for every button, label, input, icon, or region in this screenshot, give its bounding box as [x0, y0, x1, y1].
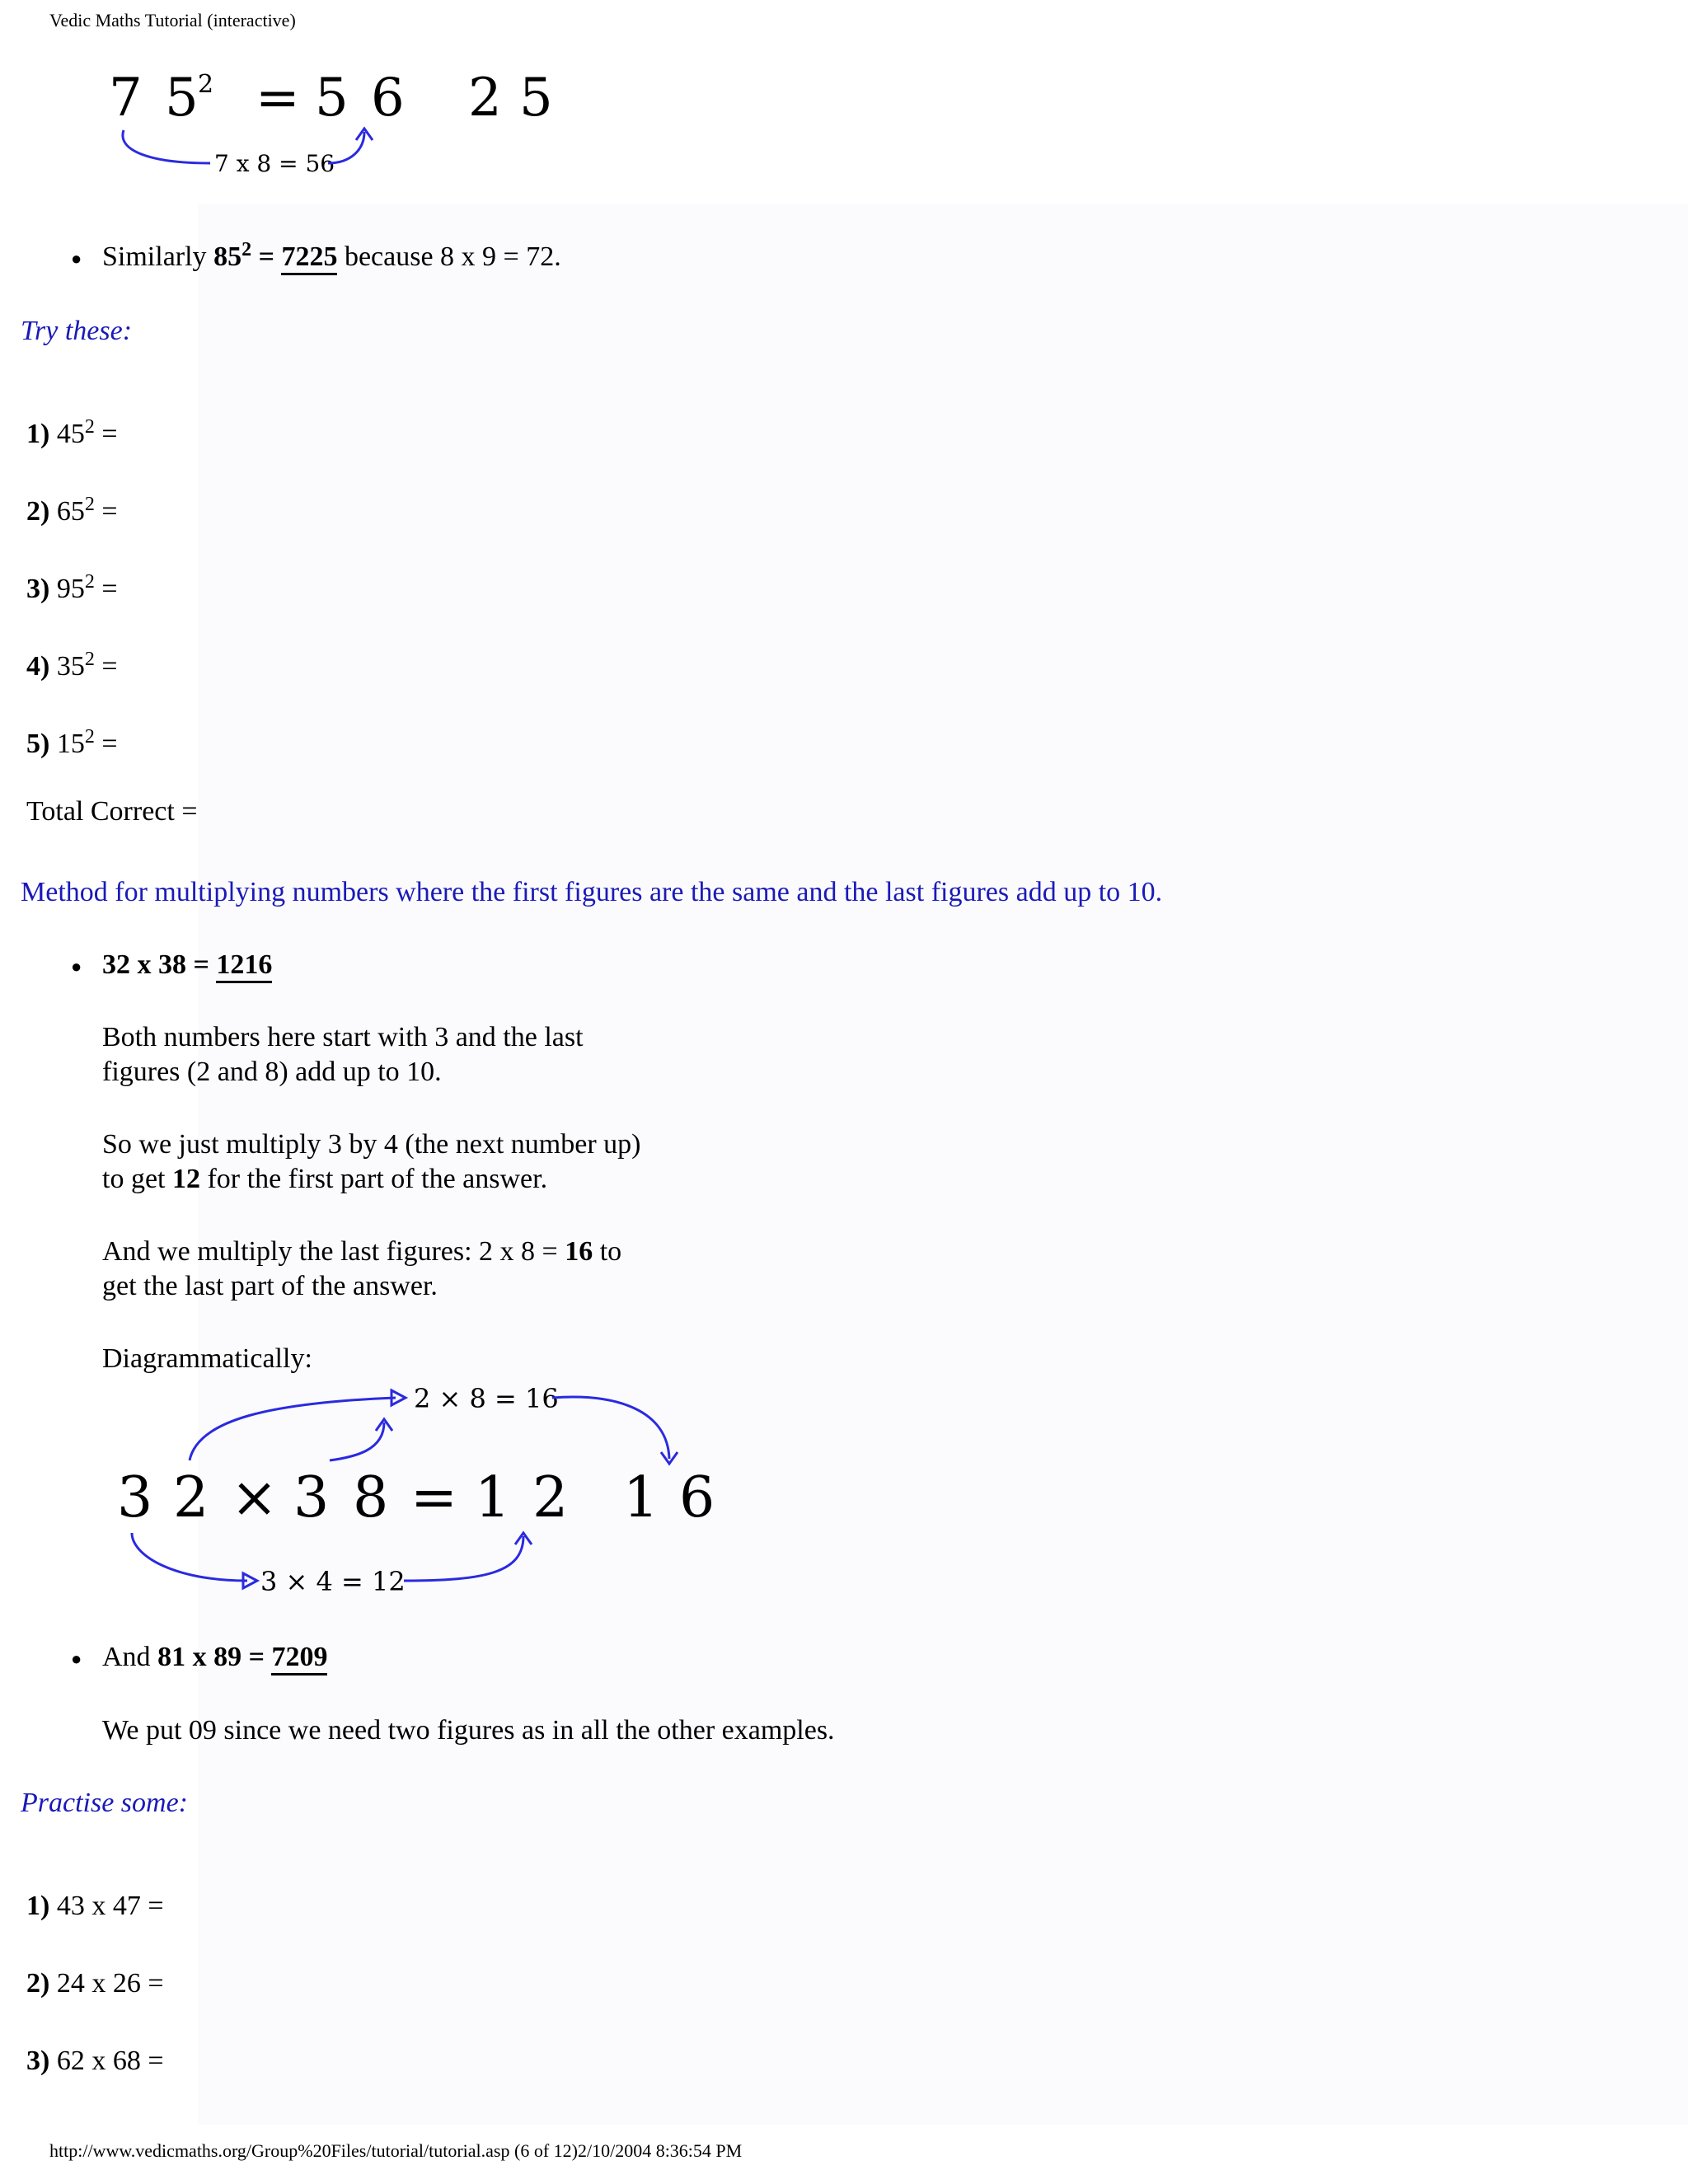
- diagram-digit: 1: [475, 1465, 511, 1530]
- explanation-paragraph: So we just multiply 3 by 4 (the next number up) to get 12 for the first part of the answer.: [102, 1129, 641, 1194]
- question-item: 2) $65^2$ =: [26, 494, 118, 527]
- similar-example: ● Similarly $85^2 = 7225$ because 8 x 9 = 72.: [102, 240, 561, 274]
- page-footer-url: http://www.vedicmaths.org/Group%20Files/tutorial/tutorial.asp (6 of 12)2/10/2004 8:36:54 PM: [49, 2140, 743, 2161]
- method-example: ● 32 x 38 = 1216: [102, 948, 272, 982]
- diagram-digit: 2: [173, 1465, 209, 1530]
- diagram-digit: 3: [293, 1465, 330, 1530]
- diagram-equals: =: [256, 68, 300, 129]
- diagram-digit: 7: [109, 68, 143, 129]
- diagram-digit: 6: [371, 68, 405, 129]
- diagram-digit: 8: [353, 1465, 389, 1530]
- question-item: 4) $35^2$ =: [26, 649, 118, 682]
- diagram-note: 7 x 8 = 56: [214, 150, 335, 177]
- diagram-digit: 3: [117, 1465, 153, 1530]
- method-heading: Method for multiplying numbers where the first figures are the same and the last figures add up to 10.: [21, 877, 1163, 907]
- second-example: ● And 81 x 89 = 7209: [102, 1640, 327, 1675]
- diagrammatically-label: Diagrammatically:: [102, 1343, 312, 1374]
- diagram-digit: 5: [315, 68, 349, 129]
- multiplication-diagram: [107, 1378, 734, 1609]
- diagram-arrow: [330, 1422, 384, 1460]
- diagram-arrow: [404, 1536, 523, 1581]
- practice-item: 3) 62 x 68 =: [26, 2046, 164, 2076]
- explanation-paragraph: And we multiply the last figures: 2 x 8 = 16 to get the last part of the answer.: [102, 1236, 622, 1301]
- diagram-equals: =: [410, 1465, 457, 1530]
- question-item: 5) $15^2$ =: [26, 726, 118, 759]
- explanation-paragraph: Both numbers here start with 3 and the last figures (2 and 8) add up to 10.: [102, 1022, 584, 1087]
- practice-item: 2) 24 x 26 =: [26, 1968, 164, 1999]
- diagram-digit: 5: [165, 68, 199, 129]
- diagram-digit: 6: [679, 1465, 715, 1530]
- page-header: Vedic Maths Tutorial (interactive): [49, 10, 296, 30]
- question-item: 1) $45^2$ =: [26, 416, 118, 449]
- diagram-arrow: [552, 1397, 669, 1459]
- diagram-note: 3 × 4 = 12: [260, 1566, 406, 1597]
- square-diagram: [99, 58, 577, 190]
- diagram-times: ×: [231, 1465, 278, 1530]
- try-these-heading: Try these:: [21, 316, 133, 346]
- diagram-digit: 2: [468, 68, 502, 129]
- diagram-digit: 1: [623, 1465, 659, 1530]
- diagram-note: 2 × 8 = 16: [414, 1383, 559, 1414]
- diagram-digit: 5: [519, 68, 553, 129]
- diagram-arrow: [123, 130, 210, 163]
- diagram-exponent: 2: [198, 70, 214, 99]
- practise-heading: Practise some:: [21, 1788, 189, 1818]
- diagram-arrow: [132, 1533, 247, 1581]
- total-correct-label: Total Correct =: [26, 796, 198, 827]
- question-item: 3) $95^2$ =: [26, 571, 118, 604]
- diagram-digit: 2: [532, 1465, 569, 1530]
- explanation-note: We put 09 since we need two figures as in all the other examples.: [102, 1715, 835, 1746]
- practice-item: 1) 43 x 47 =: [26, 1891, 164, 1921]
